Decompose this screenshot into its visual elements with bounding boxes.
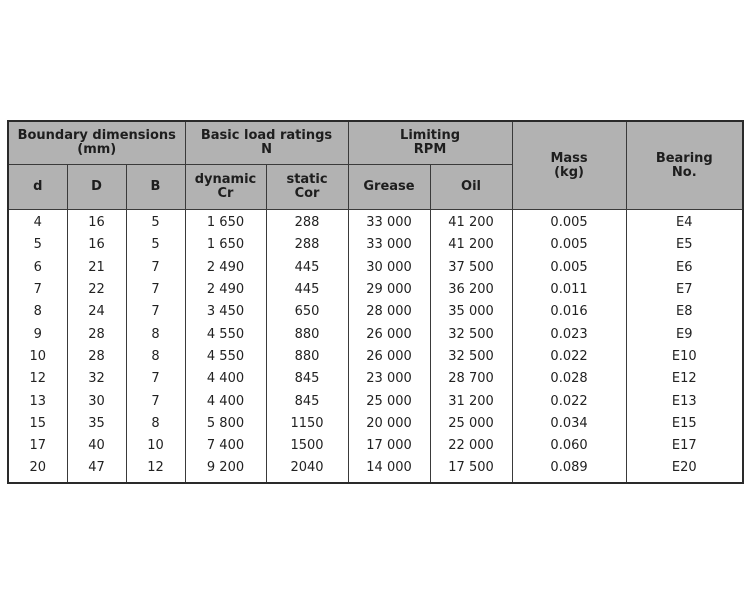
cell-mass: 0.060 xyxy=(512,435,626,457)
cell-oil-rpm: 41 200 xyxy=(430,234,512,256)
cell-d: 20 xyxy=(8,457,67,482)
cell-B: 8 xyxy=(126,323,185,345)
cell-oil-rpm: 25 000 xyxy=(430,413,512,435)
cell-mass: 0.023 xyxy=(512,323,626,345)
header-group-row xyxy=(8,121,743,165)
header-dynamic-cr: dynamic Cr xyxy=(185,165,266,210)
cell-D: 40 xyxy=(67,435,126,457)
cell-static-cor: 650 xyxy=(266,301,348,323)
cell-dynamic-cr: 2 490 xyxy=(185,279,266,301)
cell-dynamic-cr: 4 550 xyxy=(185,323,266,345)
cell-d: 6 xyxy=(8,257,67,279)
cell-grease-rpm: 29 000 xyxy=(348,279,430,301)
cell-B: 7 xyxy=(126,390,185,412)
header-grease: Grease xyxy=(348,165,430,210)
cell-grease-rpm: 25 000 xyxy=(348,390,430,412)
cell-static-cor: 880 xyxy=(266,346,348,368)
header-mass: Mass (kg) xyxy=(512,121,626,210)
cell-B: 8 xyxy=(126,413,185,435)
cell-bearing-no: E15 xyxy=(626,413,743,435)
cell-bearing-no: E13 xyxy=(626,390,743,412)
table-row xyxy=(8,368,743,390)
cell-mass: 0.005 xyxy=(512,210,626,235)
cell-static-cor: 845 xyxy=(266,390,348,412)
cell-dynamic-cr: 3 450 xyxy=(185,301,266,323)
cell-mass: 0.011 xyxy=(512,279,626,301)
table-row xyxy=(8,210,743,235)
cell-dynamic-cr: 5 800 xyxy=(185,413,266,435)
cell-B: 7 xyxy=(126,279,185,301)
cell-d: 10 xyxy=(8,346,67,368)
cell-oil-rpm: 35 000 xyxy=(430,301,512,323)
cell-d: 9 xyxy=(8,323,67,345)
cell-D: 30 xyxy=(67,390,126,412)
header-limiting-rpm: Limiting RPM xyxy=(348,121,512,165)
cell-d: 15 xyxy=(8,413,67,435)
cell-static-cor: 445 xyxy=(266,279,348,301)
cell-mass: 0.016 xyxy=(512,301,626,323)
cell-bearing-no: E4 xyxy=(626,210,743,235)
cell-grease-rpm: 33 000 xyxy=(348,210,430,235)
cell-bearing-no: E6 xyxy=(626,257,743,279)
cell-bearing-no: E5 xyxy=(626,234,743,256)
header-bore-d: d xyxy=(8,165,67,210)
bearing-spec-table xyxy=(7,120,744,484)
cell-static-cor: 288 xyxy=(266,210,348,235)
header-bearing-no: Bearing No. xyxy=(626,121,743,210)
cell-grease-rpm: 28 000 xyxy=(348,301,430,323)
cell-oil-rpm: 22 000 xyxy=(430,435,512,457)
cell-grease-rpm: 30 000 xyxy=(348,257,430,279)
cell-bearing-no: E10 xyxy=(626,346,743,368)
cell-B: 7 xyxy=(126,368,185,390)
cell-d: 12 xyxy=(8,368,67,390)
cell-d: 13 xyxy=(8,390,67,412)
cell-D: 16 xyxy=(67,234,126,256)
cell-D: 16 xyxy=(67,210,126,235)
table-row xyxy=(8,435,743,457)
cell-bearing-no: E12 xyxy=(626,368,743,390)
cell-static-cor: 2040 xyxy=(266,457,348,482)
cell-oil-rpm: 41 200 xyxy=(430,210,512,235)
cell-oil-rpm: 28 700 xyxy=(430,368,512,390)
cell-bearing-no: E7 xyxy=(626,279,743,301)
cell-dynamic-cr: 1 650 xyxy=(185,234,266,256)
cell-oil-rpm: 36 200 xyxy=(430,279,512,301)
cell-bearing-no: E20 xyxy=(626,457,743,482)
header-outer-diameter-D: D xyxy=(67,165,126,210)
cell-grease-rpm: 33 000 xyxy=(348,234,430,256)
cell-D: 28 xyxy=(67,346,126,368)
cell-bearing-no: E8 xyxy=(626,301,743,323)
cell-d: 4 xyxy=(8,210,67,235)
cell-B: 5 xyxy=(126,210,185,235)
cell-dynamic-cr: 2 490 xyxy=(185,257,266,279)
header-static-cor: static Cor xyxy=(266,165,348,210)
table-row xyxy=(8,234,743,256)
table-row xyxy=(8,413,743,435)
table-row xyxy=(8,390,743,412)
header-width-B: B xyxy=(126,165,185,210)
cell-static-cor: 845 xyxy=(266,368,348,390)
cell-mass: 0.005 xyxy=(512,257,626,279)
cell-B: 12 xyxy=(126,457,185,482)
table-row xyxy=(8,457,743,482)
cell-bearing-no: E17 xyxy=(626,435,743,457)
cell-d: 7 xyxy=(8,279,67,301)
cell-dynamic-cr: 1 650 xyxy=(185,210,266,235)
cell-D: 32 xyxy=(67,368,126,390)
cell-oil-rpm: 32 500 xyxy=(430,346,512,368)
cell-oil-rpm: 17 500 xyxy=(430,457,512,482)
table-row xyxy=(8,279,743,301)
cell-grease-rpm: 26 000 xyxy=(348,346,430,368)
cell-mass: 0.022 xyxy=(512,346,626,368)
table-body xyxy=(8,210,743,483)
cell-oil-rpm: 31 200 xyxy=(430,390,512,412)
cell-dynamic-cr: 7 400 xyxy=(185,435,266,457)
cell-bearing-no: E9 xyxy=(626,323,743,345)
cell-D: 35 xyxy=(67,413,126,435)
cell-oil-rpm: 37 500 xyxy=(430,257,512,279)
cell-static-cor: 1500 xyxy=(266,435,348,457)
cell-d: 17 xyxy=(8,435,67,457)
cell-dynamic-cr: 4 400 xyxy=(185,368,266,390)
cell-B: 7 xyxy=(126,257,185,279)
cell-D: 47 xyxy=(67,457,126,482)
cell-mass: 0.028 xyxy=(512,368,626,390)
cell-d: 5 xyxy=(8,234,67,256)
cell-mass: 0.005 xyxy=(512,234,626,256)
header-oil: Oil xyxy=(430,165,512,210)
cell-grease-rpm: 17 000 xyxy=(348,435,430,457)
cell-D: 21 xyxy=(67,257,126,279)
cell-grease-rpm: 14 000 xyxy=(348,457,430,482)
table-row xyxy=(8,301,743,323)
cell-D: 28 xyxy=(67,323,126,345)
cell-dynamic-cr: 4 550 xyxy=(185,346,266,368)
cell-mass: 0.034 xyxy=(512,413,626,435)
cell-B: 8 xyxy=(126,346,185,368)
cell-oil-rpm: 32 500 xyxy=(430,323,512,345)
table-row xyxy=(8,257,743,279)
cell-grease-rpm: 26 000 xyxy=(348,323,430,345)
cell-static-cor: 1150 xyxy=(266,413,348,435)
cell-B: 7 xyxy=(126,301,185,323)
cell-dynamic-cr: 4 400 xyxy=(185,390,266,412)
cell-grease-rpm: 23 000 xyxy=(348,368,430,390)
table-row xyxy=(8,323,743,345)
cell-dynamic-cr: 9 200 xyxy=(185,457,266,482)
cell-mass: 0.022 xyxy=(512,390,626,412)
header-boundary-dimensions: Boundary dimensions (mm) xyxy=(8,121,185,165)
cell-static-cor: 288 xyxy=(266,234,348,256)
table-row xyxy=(8,346,743,368)
cell-d: 8 xyxy=(8,301,67,323)
cell-B: 10 xyxy=(126,435,185,457)
cell-D: 24 xyxy=(67,301,126,323)
cell-B: 5 xyxy=(126,234,185,256)
cell-grease-rpm: 20 000 xyxy=(348,413,430,435)
cell-D: 22 xyxy=(67,279,126,301)
cell-static-cor: 880 xyxy=(266,323,348,345)
header-basic-load-ratings: Basic load ratings N xyxy=(185,121,348,165)
cell-mass: 0.089 xyxy=(512,457,626,482)
cell-static-cor: 445 xyxy=(266,257,348,279)
